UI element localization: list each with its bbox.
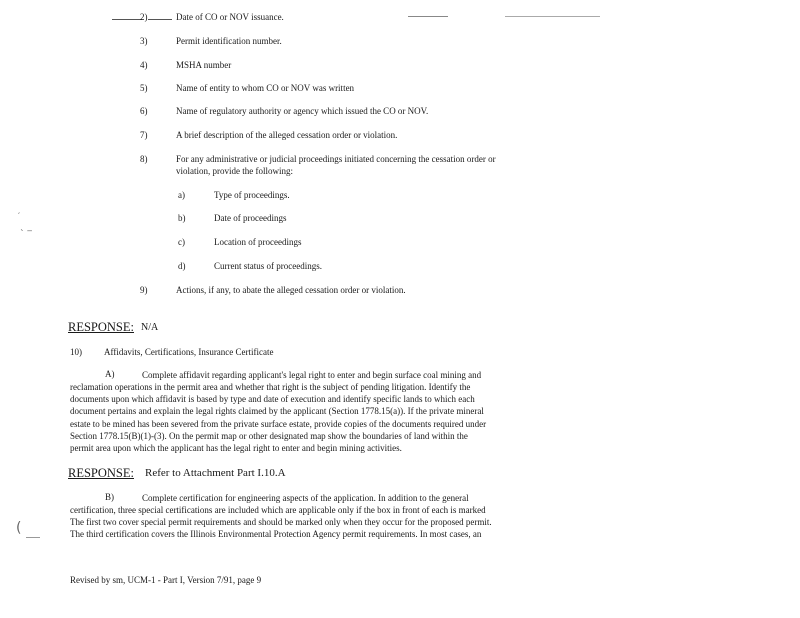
scan-mark-left-bottom-dash <box>26 537 40 538</box>
scan-mark-left-bottom: ( <box>16 520 22 536</box>
paragraph-letter: B) <box>105 492 114 502</box>
sub-item-letter: a) <box>178 190 185 200</box>
list-item-number: 4) <box>140 60 148 70</box>
sub-item-letter: b) <box>178 213 186 223</box>
list-item-text: A brief description of the alleged cessation order or violation. <box>176 130 398 140</box>
sub-item-letter: d) <box>178 261 186 271</box>
sub-item-text: Current status of proceedings. <box>214 261 322 271</box>
scan-mark-top-left <box>112 19 142 20</box>
paragraph-a-line: reclamation operations in the permit area and whether that right is the subject of pending litigation. Identify the <box>70 382 471 392</box>
sub-item-text: Location of proceedings <box>214 237 302 247</box>
paragraph-b-line: The third certification covers the Illinois Environmental Protection Agency permit requirements. In most cases, an <box>70 529 482 539</box>
paragraph-a-line: permit area upon which the applicant has the legal right to enter and begin mining activities. <box>70 443 402 453</box>
paragraph-a-line: estate to be mined has been severed from the private surface estate, provide copies of the documents required under <box>70 419 487 429</box>
list-item-number: 5) <box>140 83 148 93</box>
list-item-text: Permit identification number. <box>176 36 282 46</box>
response-value: N/A <box>141 322 159 333</box>
paragraph-letter: A) <box>105 369 115 379</box>
response-label: RESPONSE: <box>68 320 134 334</box>
paragraph-a-line: documents upon which affidavit is based by type and date of execution and identify specific lands to which each <box>70 394 475 404</box>
list-item-number: 3) <box>140 36 148 46</box>
list-item-number: 2) <box>140 12 148 22</box>
list-item-text: Actions, if any, to abate the alleged cessation order or violation. <box>176 285 406 295</box>
paragraph-a-line: document pertains and explain the legal rights claimed by the applicant (Section 1778.15(a)). If the private mineral <box>70 406 484 416</box>
page-footer: Revised by sm, UCM-1 - Part I, Version 7/91, page 9 <box>70 575 262 585</box>
scan-mark-top-center <box>408 16 448 17</box>
list-item-number: 7) <box>140 130 148 140</box>
sub-item-text: Type of proceedings. <box>214 190 290 200</box>
paragraph-b-line: Complete certification for engineering aspects of the application. In addition to the general <box>142 493 469 503</box>
paragraph-a-line: Complete affidavit regarding applicant's legal right to enter and begin surface coal mining and <box>142 370 482 380</box>
scan-mark-left-margin-2: ˎ _ <box>20 222 32 232</box>
scan-mark-top-right <box>505 16 600 17</box>
list-item-text: Date of CO or NOV issuance. <box>176 12 284 22</box>
list-item-text-line-2: violation, provide the following: <box>176 166 293 176</box>
section-title: Affidavits, Certifications, Insurance Certificate <box>104 347 274 357</box>
response-label: RESPONSE: <box>68 466 134 480</box>
paragraph-a-line: Section 1778.15(B)(1)-(3). On the permit map or other designated map show the boundaries of land within the <box>70 431 468 441</box>
paragraph-b-line: The first two cover special permit requirements and should be marked only when they occur for the proposed permit. <box>70 517 492 527</box>
list-item-text: Name of regulatory authority or agency which issued the CO or NOV. <box>176 106 429 116</box>
list-item-number: 6) <box>140 106 148 116</box>
section-number: 10) <box>70 347 82 357</box>
list-item-text: Name of entity to whom CO or NOV was written <box>176 83 355 93</box>
scan-mark-left-margin: ′ <box>18 212 21 222</box>
paragraph-b-line: certification, three special certifications are included which are applicable only if the box in front of each is marked <box>70 505 486 515</box>
list-item-text-line-1: For any administrative or judicial proceedings initiated concerning the cessation order or <box>176 154 496 164</box>
sub-item-text: Date of proceedings <box>214 213 287 223</box>
response-value: Refer to Attachment Part I.10.A <box>145 467 286 479</box>
list-item-number: 9) <box>140 285 148 295</box>
list-item-text: MSHA number <box>176 60 232 70</box>
sub-item-letter: c) <box>178 237 185 247</box>
scan-mark-top-left-2 <box>148 19 172 20</box>
list-item-number: 8) <box>140 154 148 164</box>
